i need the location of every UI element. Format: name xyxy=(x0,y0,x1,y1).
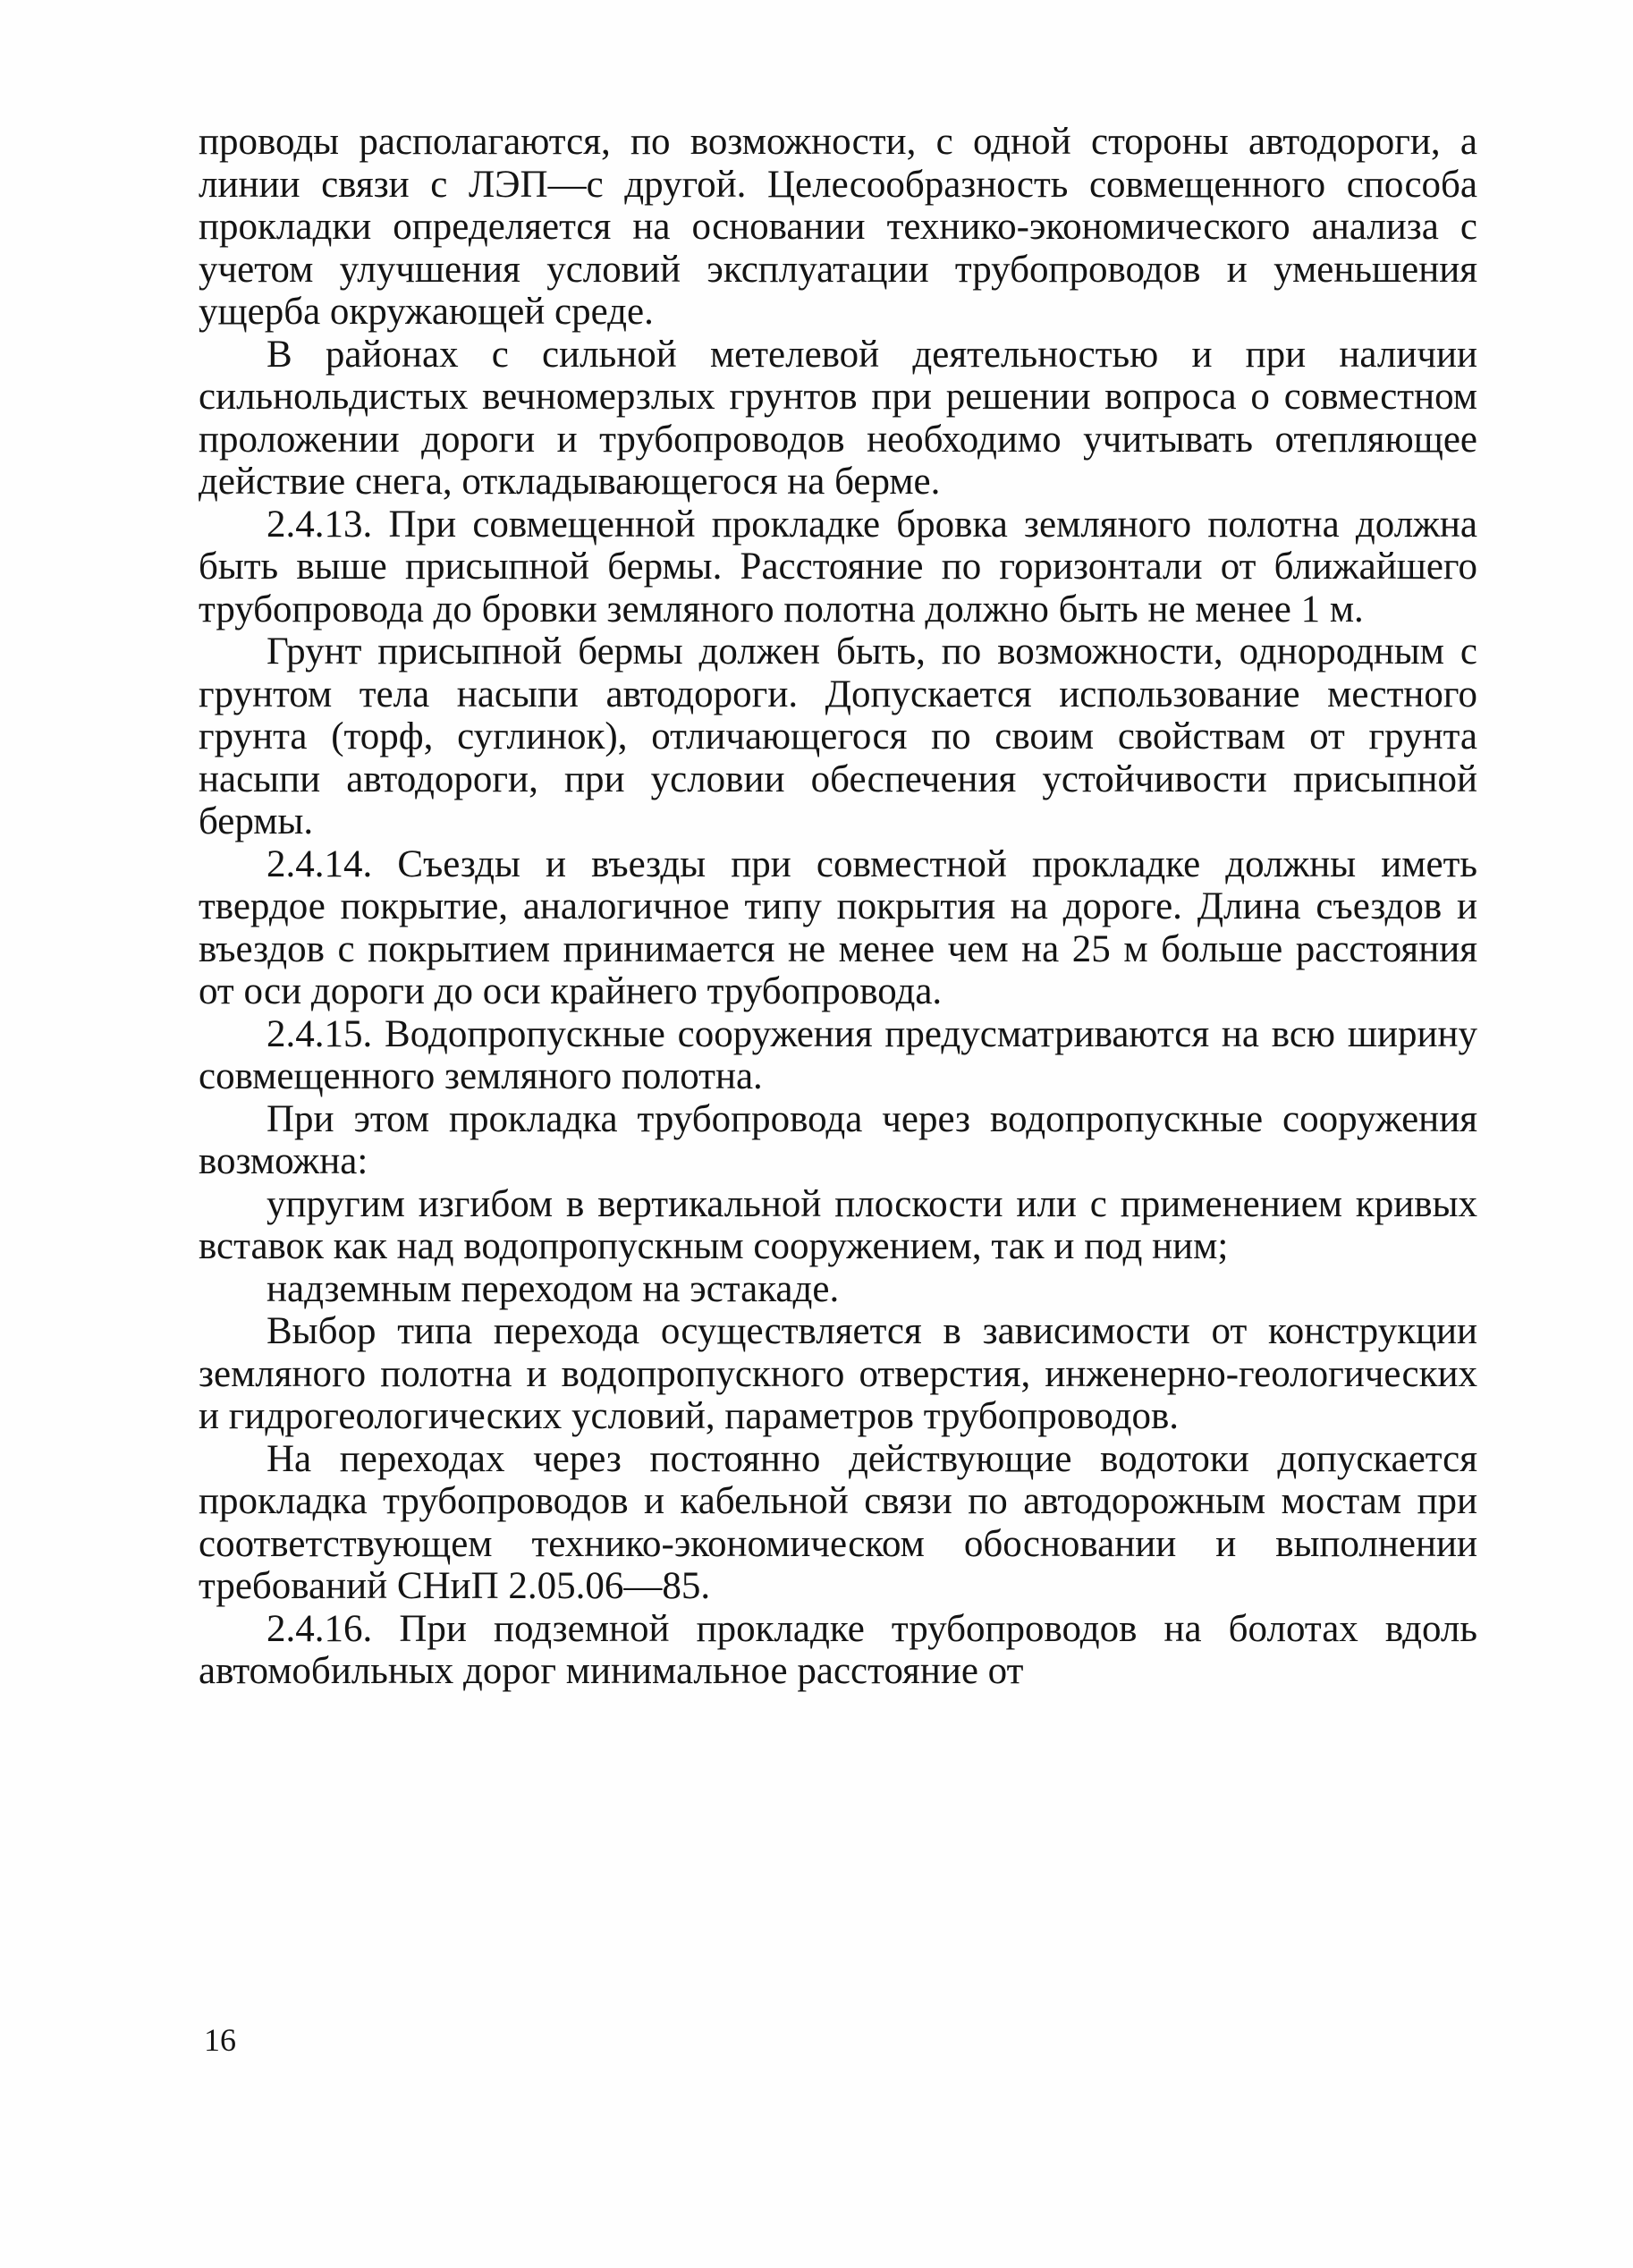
paragraph-blizzard-areas: В районах с сильной метелевой деятельностью и при наличии сильнольдистых вечномерзлых грунтов при решении вопроса о совместном проложении дороги и трубопроводов необходимо учитывать отепляющее действие снега, откладывающегося на берме. xyxy=(199,333,1477,503)
paragraph-1-continuation: проводы располагаются, по возможности, с одной стороны автодороги, а линии связи с ЛЭП—с другой. Целесообразность совмещенного способа прокладки определяется на основании технико-экономического анализа с учетом улучшения условий эксплуатации трубопроводов и уменьшения ущерба окружающей среде. xyxy=(199,121,1477,333)
page-number: 16 xyxy=(204,2022,236,2058)
paragraph-crossing-choice: Выбор типа перехода осуществляется в зависимости от конструкции земляного полотна и водопропускного отверстия, инженерно-геологических и гидрогеологических условий, параметров трубопроводов. xyxy=(199,1310,1477,1437)
paragraph-2-4-16: 2.4.16. При подземной прокладке трубопроводов на болотах вдоль автомобильных дорог минимальное расстояние от xyxy=(199,1607,1477,1692)
paragraph-berm-soil: Грунт присыпной бермы должен быть, по возможности, однородным с грунтом тела насыпи автодороги. Допускается использование местного грунта (торф, суглинок), отличающегося по своим свойствам от грунта насыпи автодороги, при условии обеспечения устойчивости присыпной бермы. xyxy=(199,630,1477,842)
paragraph-2-4-15: 2.4.15. Водопропускные сооружения предусматриваются на всю ширину совмещенного земляного полотна. xyxy=(199,1012,1477,1097)
list-item-elastic-bend: упругим изгибом в вертикальной плоскости или с применением кривых вставок как над водопропускным сооружением, так и под ним; xyxy=(199,1182,1477,1267)
paragraph-2-4-14: 2.4.14. Съезды и въезды при совместной прокладке должны иметь твердое покрытие, аналогичное типу покрытия на дороге. Длина съездов и въездов с покрытием принимается не менее чем на 25 м больше расстояния от оси дороги до оси крайнего трубопровода. xyxy=(199,842,1477,1012)
paragraph-watercourse-crossings: На переходах через постоянно действующие водотоки допускается прокладка трубопроводов и кабельной связи по автодорожным мостам при соответствующем технико-экономическом обосновании и выполнении требований СНиП 2.05.06—85. xyxy=(199,1437,1477,1607)
paragraph-2-4-13: 2.4.13. При совмещенной прокладке бровка земляного полотна должна быть выше присыпной бермы. Расстояние по горизонтали от ближайшего трубопровода до бровки земляного полотна должно быть не менее 1 м. xyxy=(199,503,1477,630)
paragraph-culvert-laying: При этом прокладка трубопровода через водопропускные сооружения возможна: xyxy=(199,1097,1477,1182)
list-item-overhead-crossing: надземным переходом на эстакаде. xyxy=(267,1267,840,1310)
body-text xyxy=(199,121,1477,1693)
